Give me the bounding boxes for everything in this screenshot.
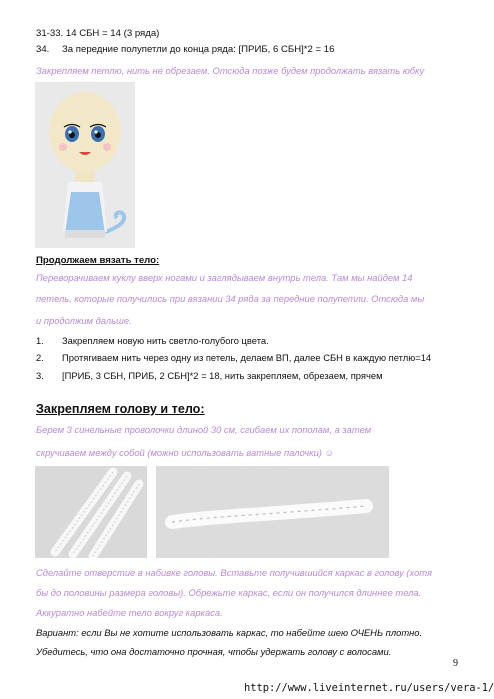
step-text: Протягиваем нить через одну из петель, делаем ВП, далее СБН в каждую петлю=14 [62,352,432,363]
after-para-1: Сделайте отверстие в набивке головы. Вставьте получившийся каркас в голову (хотя [36,567,433,578]
attach-para-1: Берем 3 синельные проволочки длиной 30 см, сгибаем их пополам, а затем [36,424,372,435]
doll-photo [35,82,135,248]
continue-body-para-3: и продолжим дальше. [36,315,132,326]
step-text: [ПРИБ, 3 СБН, ПРИБ, 2 СБН]*2 = 18, нить закрепляем, обрезаем, прячем [62,370,383,381]
attach-para-2: скручиваем между собой (можно использовать ватные палочки) ☺ [36,447,335,458]
twisted-frame-photo [156,466,389,558]
step-number: 3. [36,370,44,381]
footer-url[interactable]: http://www.liveinternet.ru/users/vera-1/ [244,682,494,694]
row-34-text: За передние полупетли до конца ряда: [ПРИБ, 6 СБН]*2 = 16 [62,44,335,55]
pipe-cleaners-image [35,466,147,558]
pipe-cleaners-photo [35,466,147,558]
note-keep-loop: Закрепляем петлю, нить не обрезаем. Отсюда позже будем продолжать вязать юбку [36,65,425,76]
variant-line-1: Вариант: если Вы не хотите использовать каркас, то набейте шею ОЧЕНЬ плотно. [36,627,423,638]
doll-image [35,82,135,248]
step-2 [36,352,431,363]
step-3 [36,370,383,381]
page-number: 9 [453,658,458,669]
after-para-3: Аккуратно набейте тело вокруг каркаса. [36,607,223,618]
twisted-frame-image [156,466,389,558]
section-continue-body-heading: Продолжаем вязать тело: [36,255,160,266]
row-34 [36,44,334,55]
after-para-2: бы до половины размера головы). Обрежьте каркас, если он получился длиннее тела. [36,587,422,598]
section-attach-head-heading: Закрепляем голову и тело: [36,402,205,416]
variant-line-2: Убедитесь, что она достаточно прочная, чтобы удержать голову с волосами. [36,646,392,657]
row-34-number: 34. [36,44,50,55]
row-31-33: 31-33. 14 СБН = 14 (3 ряда) [36,28,160,39]
step-1 [36,335,269,346]
step-number: 1. [36,335,44,346]
continue-body-para-1: Переворачиваем куклу вверх ногами и заглядываем внутрь тела. Там мы найдем 14 [36,272,413,283]
step-number: 2. [36,352,44,363]
continue-body-para-2: петель, которые получились при вязании 34 ряда за передние полупетли. Отсюда мы [36,293,425,304]
step-text: Закрепляем новую нить светло-голубого цвета. [62,335,269,346]
